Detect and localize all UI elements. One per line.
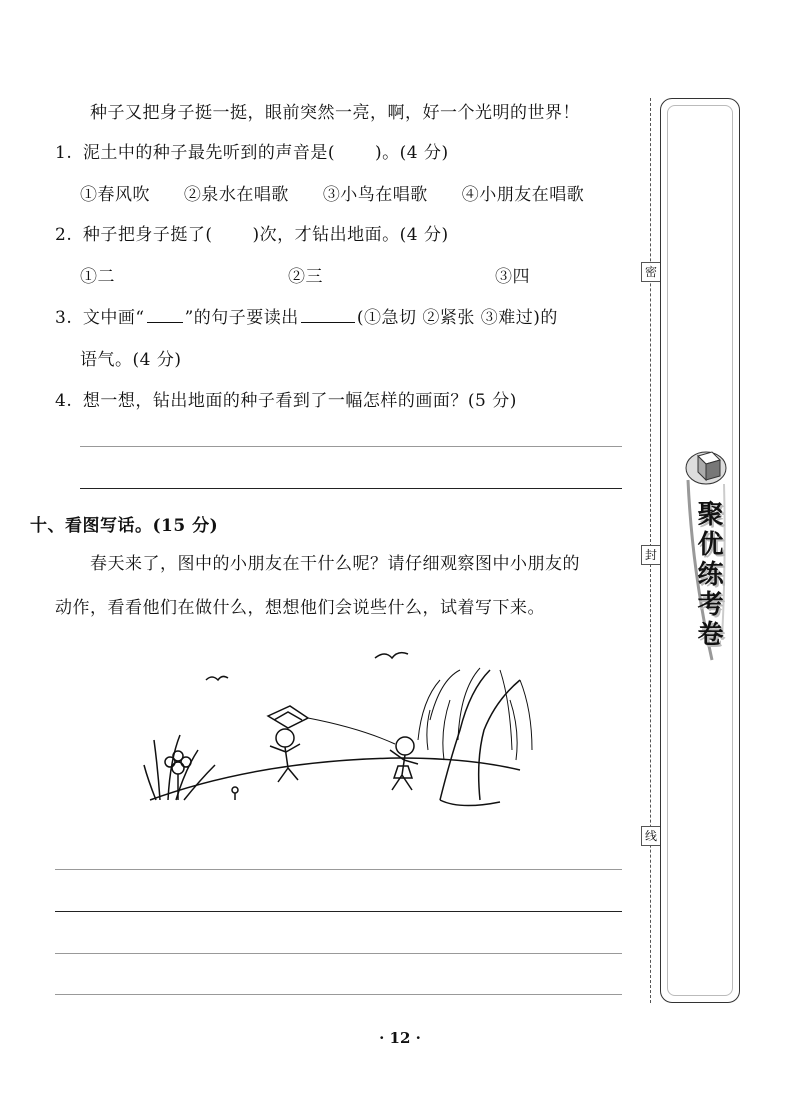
seal-mark-feng: 封 xyxy=(641,545,661,565)
question-text: 文中画“ xyxy=(82,308,145,328)
option[interactable]: ③小鸟在唱歌 xyxy=(322,185,428,205)
option[interactable]: ②泉水在唱歌 xyxy=(183,185,289,205)
underline-sample xyxy=(147,312,183,323)
seal-mark-xian: 线 xyxy=(641,826,661,846)
section-10-instructions-line-1: 春天来了，图中的小朋友在干什么呢？请仔细观察图中小朋友的 xyxy=(90,554,580,574)
writing-line[interactable] xyxy=(55,953,622,954)
question-2-option-2[interactable]: ②三 xyxy=(288,267,323,287)
brand-title: 聚优练考卷 xyxy=(693,500,723,650)
question-3 xyxy=(55,303,558,328)
question-text: 泥土中的种子最先听到的声音是( xyxy=(82,143,336,163)
option[interactable]: ④小朋友在唱歌 xyxy=(461,185,585,205)
question-1 xyxy=(55,138,449,163)
question-text: )。(4 分) xyxy=(375,143,449,163)
passage-last-line: 种子又把身子挺一挺，眼前突然一亮，啊，好一个光明的世界！ xyxy=(90,103,580,123)
question-1-options xyxy=(80,180,584,205)
answer-line[interactable] xyxy=(80,488,622,489)
question-text: 想一想，钻出地面的种子看到了一幅怎样的画面？(5 分) xyxy=(82,391,517,411)
writing-line[interactable] xyxy=(55,869,622,870)
answer-blank[interactable] xyxy=(301,308,355,323)
writing-line[interactable] xyxy=(55,994,622,995)
question-number: 4. xyxy=(55,391,73,411)
question-text: ”的句子要读出 xyxy=(184,308,299,328)
question-number: 1. xyxy=(55,143,73,163)
section-10-title: 十、看图写话。(15 分) xyxy=(30,516,219,536)
question-2-option-3[interactable]: ③四 xyxy=(495,267,530,287)
seal-mark-mi: 密 xyxy=(641,262,661,282)
question-3-continued: 语气。(4 分) xyxy=(80,350,182,370)
question-2-option-1[interactable]: ①二 xyxy=(80,267,115,287)
question-4 xyxy=(55,386,517,411)
question-number: 3. xyxy=(55,308,73,328)
answer-line[interactable] xyxy=(80,446,622,447)
option[interactable]: ①春风吹 xyxy=(80,185,150,205)
question-text: )次，才钻出地面。(4 分) xyxy=(252,225,449,245)
section-10-instructions-line-2: 动作，看看他们在做什么，想想他们会说些什么，试着写下来。 xyxy=(55,598,545,618)
question-text: (①急切 ②紧张 ③难过)的 xyxy=(356,308,558,328)
kite-flying-illustration xyxy=(140,640,540,820)
question-text: 种子把身子挺了( xyxy=(82,225,213,245)
writing-line[interactable] xyxy=(55,911,622,912)
page-number: · 12 · xyxy=(379,1029,421,1047)
question-number: 2. xyxy=(55,225,73,245)
question-2 xyxy=(55,220,449,245)
